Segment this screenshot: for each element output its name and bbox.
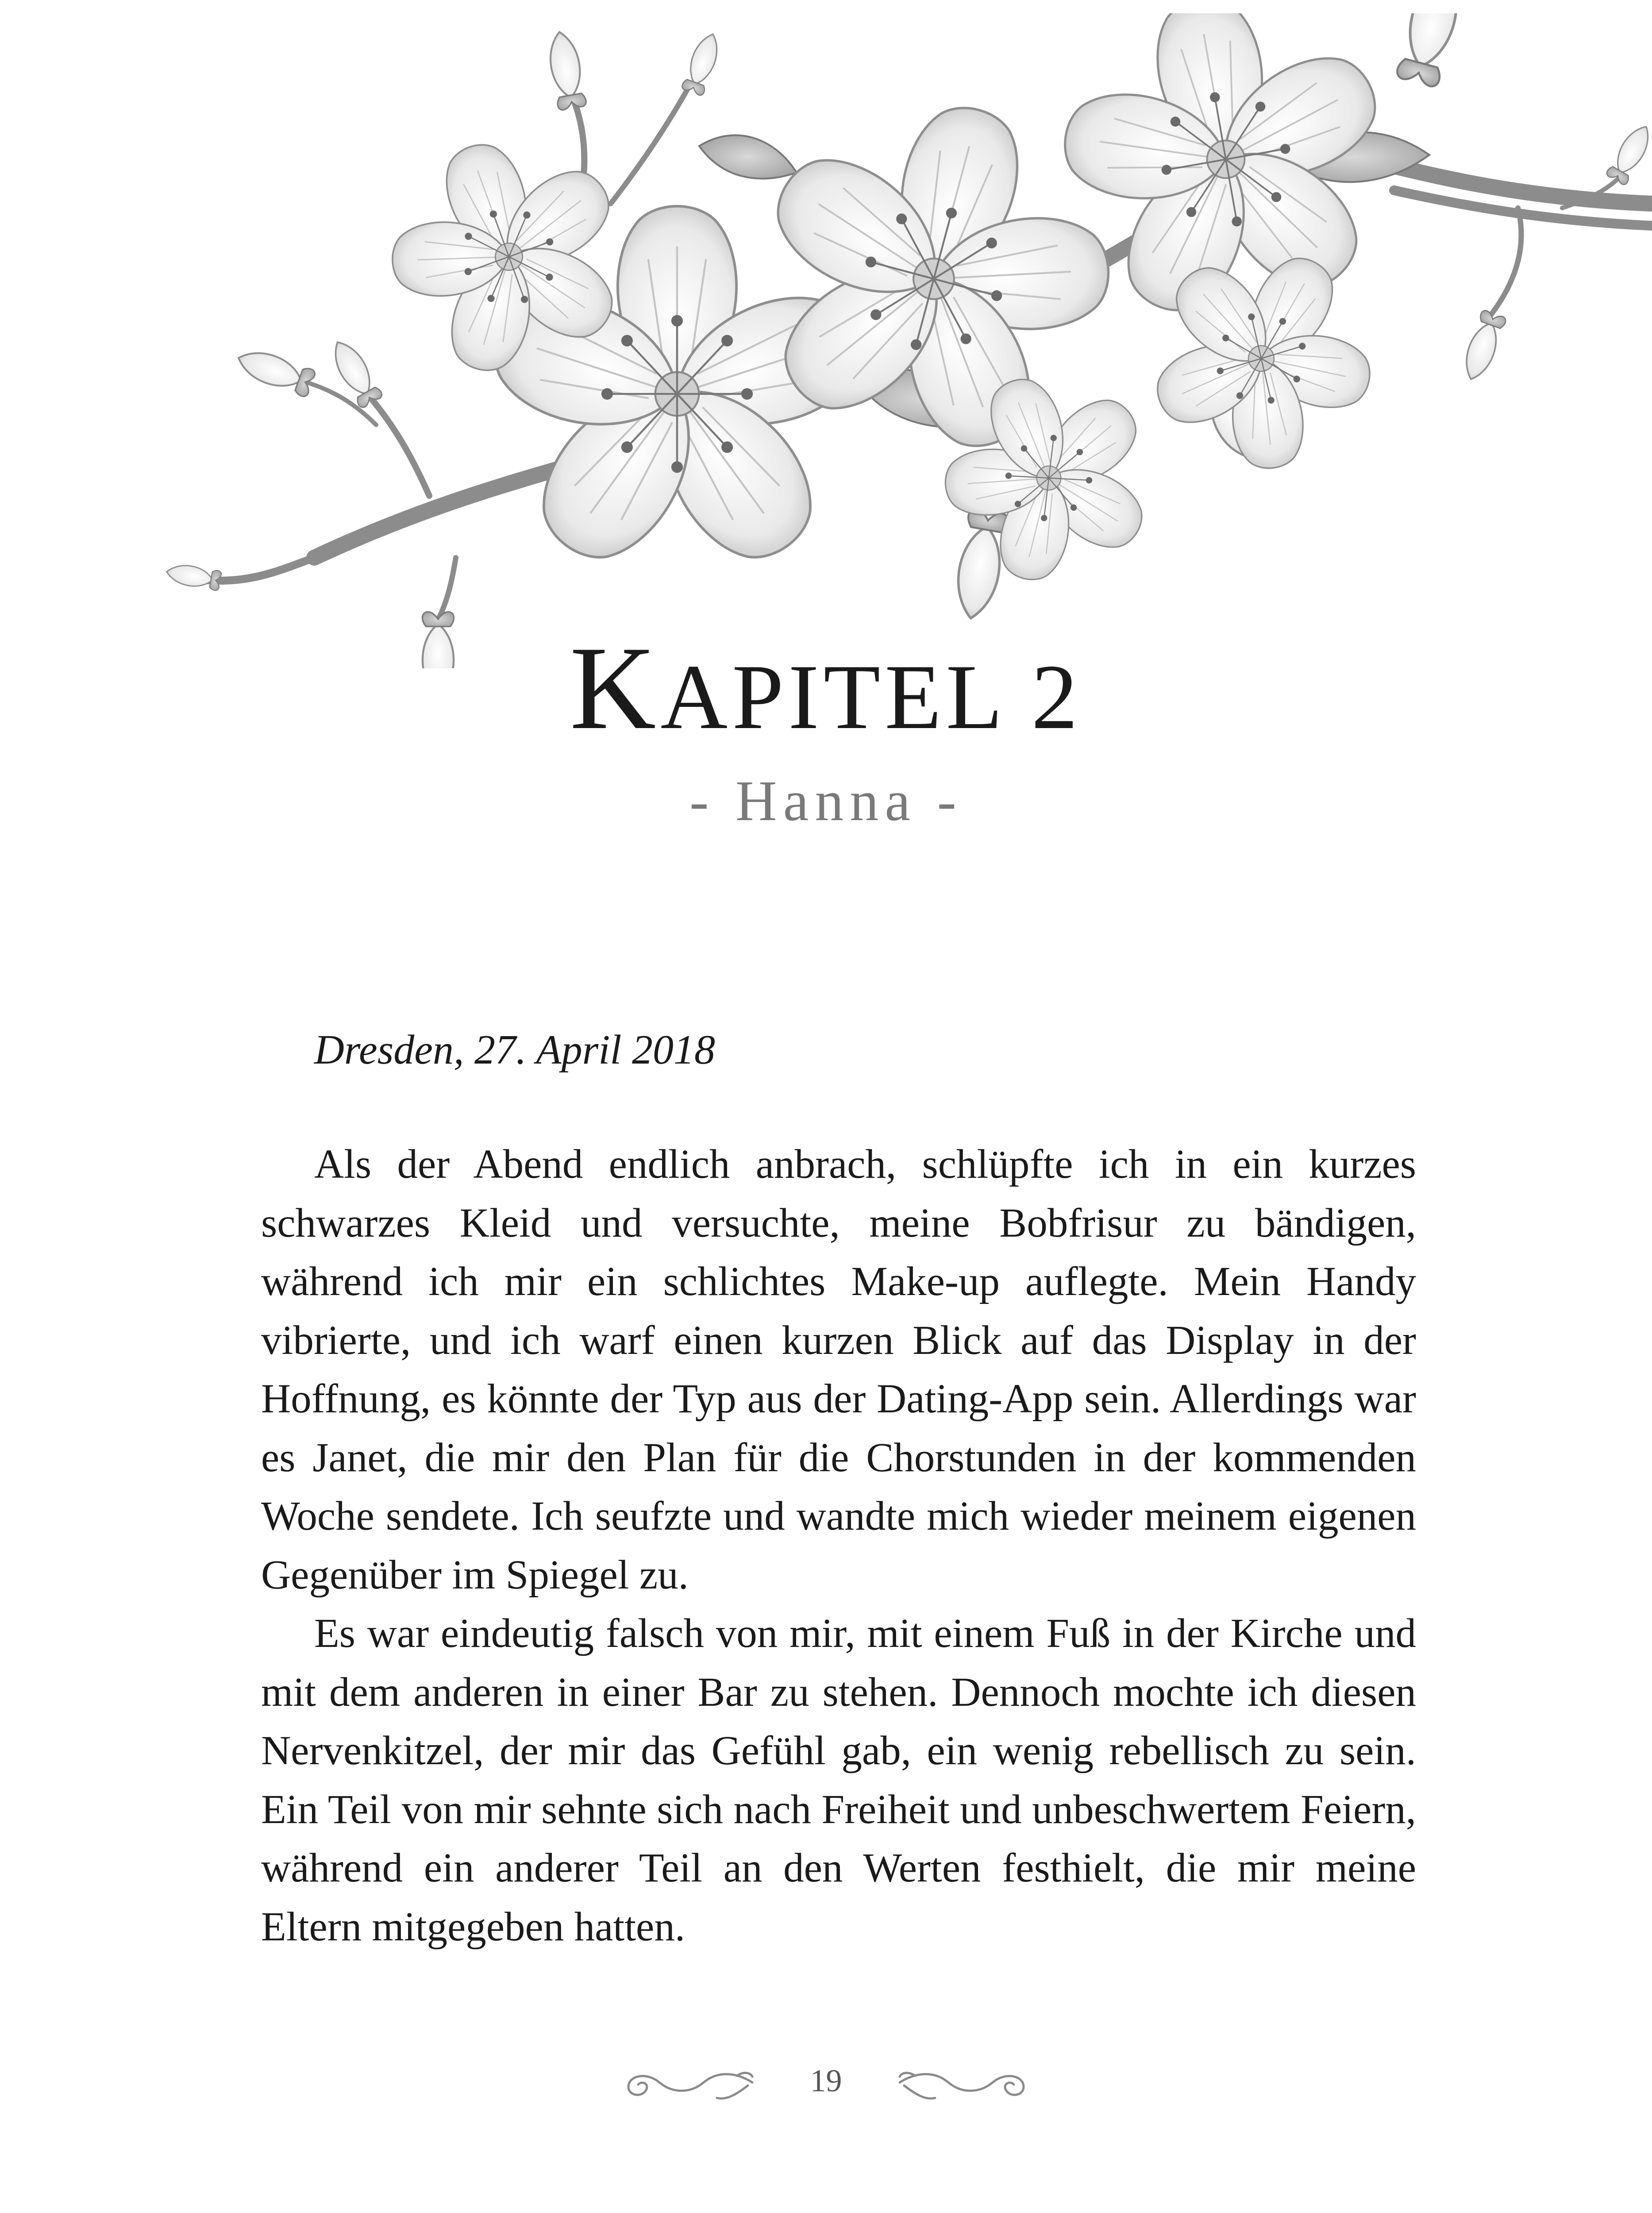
chapter-title	[0, 622, 1652, 754]
chapter-subtitle: - Hanna -	[689, 769, 963, 833]
dateline: Dresden, 27. April 2018	[314, 1027, 716, 1073]
chapter-title-rest: APITEL 2	[660, 646, 1082, 748]
page-number: 19	[810, 2063, 842, 2098]
blossoms	[354, 13, 1421, 628]
paragraph: Als der Abend endlich anbrach, schlüpfte ich in ein kurzes schwarzes Kleid und versuchte, meine Bobfrisur zu bändigen, während ich mir ein schlichtes Make-up auflegte. Mein Handy vibrierte, und ich warf einen kurzen Blick auf das Display in der Hoffnung, es könnte der Typ aus der Dating-App sein. Allerdings war es Janet, die mir den Plan für die Chorstunden in der kommenden Woche sendete. Ich seufzte und wandte mich wieder meinem eigenen Gegenüber im Spiegel zu.	[261, 1141, 1416, 1598]
paragraph: Es war eindeutig falsch von mir, mit einem Fuß in der Kirche und mit dem anderen in einer Bar zu stehen. Dennoch mochte ich diesen Nervenkitzel, der mir das Gefühl gab, ein wenig rebellisch zu sein. Ein Teil von mir sehnte sich nach Freiheit und unbeschwertem Feiern, während ein anderer Teil an den Werten festhielt, die mir meine Eltern mitgegeben hatten.	[261, 1611, 1416, 1950]
cherry-blossom-illustration	[146, 13, 1652, 668]
body-text	[261, 1135, 1416, 1956]
chapter-title-initial: K	[570, 622, 661, 754]
